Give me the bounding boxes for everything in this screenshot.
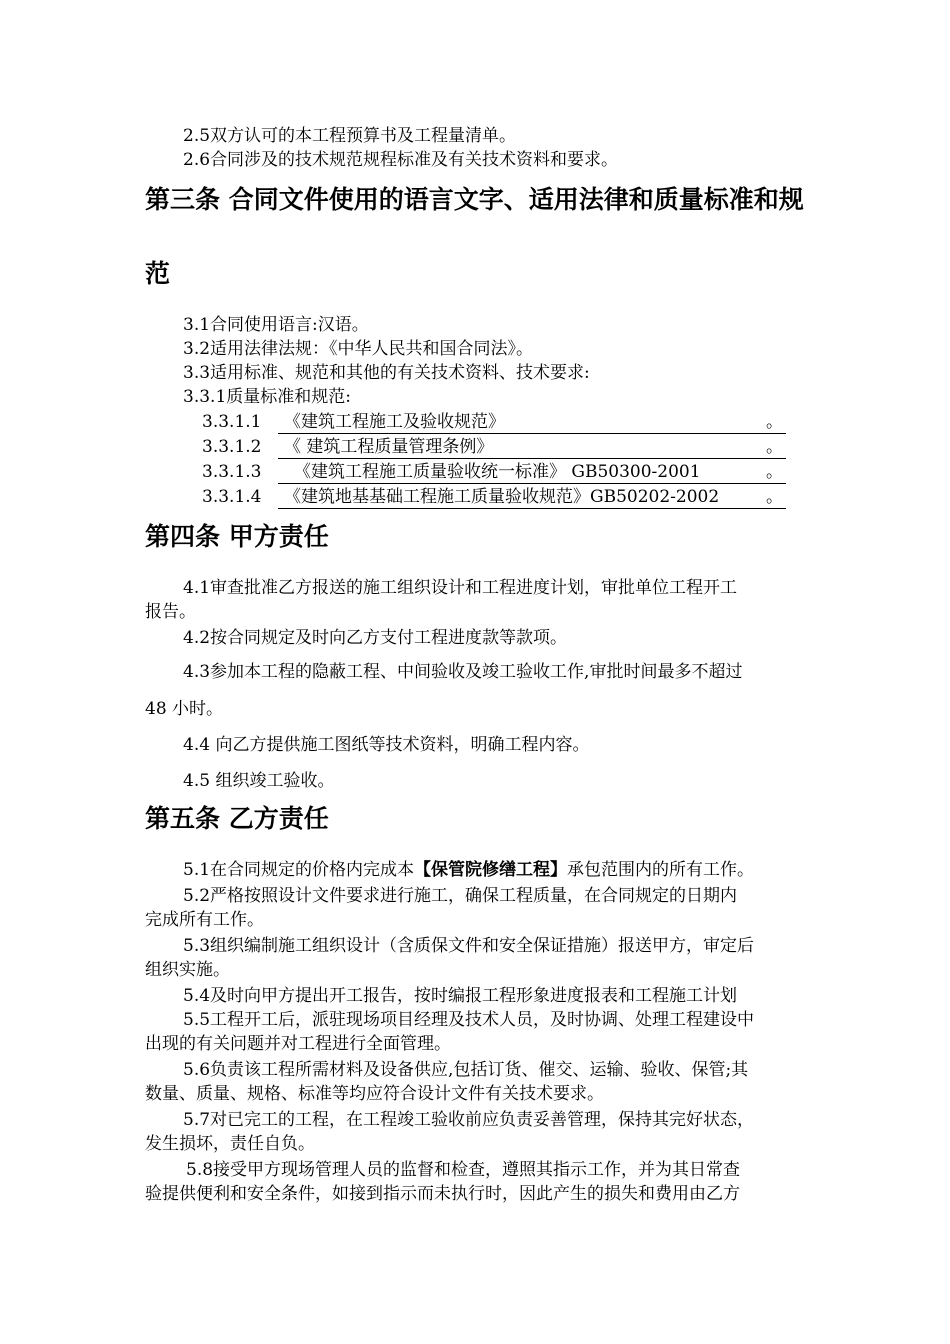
clause-5-4: 5.4及时向甲方提出开工报告，按时编报工程形象进度报表和工程施工计划	[183, 986, 738, 1006]
standard-title: 《建筑工程施工质量验收统一标准》 GB50300-2001	[294, 462, 701, 482]
standard-end: 。	[766, 412, 783, 432]
standard-title: 《 建筑工程质量管理条例》	[284, 437, 494, 457]
standard-title: 《建筑地基基础工程施工质量验收规范》GB50202-2002	[284, 487, 720, 507]
standard-end: 。	[766, 437, 783, 457]
clause-4-5: 4.5 组织竣工验收。	[183, 771, 335, 791]
clause-3-3: 3.3适用标准、规范和其他的有关技术资料、技术要求:	[183, 363, 590, 383]
clause-4-1: 4.1审查批准乙方报送的施工组织设计和工程进度计划，审批单位工程开工	[183, 578, 738, 598]
clause-5-5-cont: 出现的有关问题并对工程进行全面管理。	[145, 1034, 451, 1054]
clause-5-1	[183, 858, 754, 882]
standard-underline	[278, 436, 786, 459]
clause-4-3: 4.3参加本工程的隐蔽工程、中间验收及竣工验收工作,审批时间最多不超过	[183, 662, 743, 682]
article-5-heading: 第五条 乙方责任	[145, 804, 329, 833]
standard-title: 《建筑工程施工及验收规范》	[284, 412, 505, 432]
standard-item	[202, 436, 792, 460]
clause-5-6-cont: 数量、质量、规格、标准等均应符合设计文件有关技术要求。	[145, 1084, 604, 1104]
clause-3-3-1: 3.3.1质量标准和规范:	[183, 387, 351, 407]
standard-item	[202, 486, 792, 510]
standard-item	[202, 411, 792, 435]
clause-5-6: 5.6负责该工程所需材料及设备供应,包括订货、催交、运输、验收、保管;其	[183, 1060, 749, 1080]
standard-item	[202, 461, 792, 485]
clause-5-2-cont: 完成所有工作。	[145, 910, 264, 930]
clause-5-3-cont: 组织实施。	[145, 960, 230, 980]
clause-5-5: 5.5工程开工后，派驻现场项目经理及技术人员，及时协调、处理工程建设中	[183, 1010, 755, 1030]
standard-number: 3.3.1.3	[202, 462, 262, 482]
standard-underline	[278, 461, 786, 484]
standard-number: 3.3.1.4	[202, 487, 262, 507]
clause-5-8: 5.8接受甲方现场管理人员的监督和检查，遵照其指示工作，并为其日常查	[186, 1160, 741, 1180]
clause-3-2: 3.2适用法律法规：《中华人民共和国合同法》。	[183, 339, 534, 359]
article-3-heading: 第三条 合同文件使用的语言文字、适用法律和质量标准和规	[145, 185, 804, 214]
standard-underline	[278, 486, 786, 509]
clause-5-1-post: 承包范围内的所有工作。	[567, 860, 755, 880]
clause-5-2: 5.2严格按照设计文件要求进行施工，确保工程质量，在合同规定的日期内	[183, 886, 738, 906]
article-3-heading-cont: 范	[145, 259, 171, 288]
standard-number: 3.3.1.2	[202, 437, 262, 457]
clause-5-8-cont: 验提供便利和安全条件，如接到指示而未执行时，因此产生的损失和费用由乙方	[145, 1184, 740, 1204]
clause-5-1-pre: 5.1在合同规定的价格内完成本	[183, 860, 415, 880]
clause-4-1-cont: 报告。	[145, 602, 196, 622]
clause-2-6: 2.6合同涉及的技术规范规程标准及有关技术资料和要求。	[183, 150, 619, 170]
article-4-heading: 第四条 甲方责任	[145, 522, 329, 551]
clause-3-1: 3.1合同使用语言:汉语。	[183, 315, 369, 335]
standard-number: 3.3.1.1	[202, 412, 262, 432]
standard-underline	[278, 411, 786, 434]
standard-end: 。	[766, 462, 783, 482]
clause-4-4: 4.4 向乙方提供施工图纸等技术资料，明确工程内容。	[183, 735, 590, 755]
clause-4-3-cont: 48 小时。	[145, 699, 224, 719]
clause-5-7: 5.7对已完工的工程，在工程竣工验收前应负责妥善管理，保持其完好状态，	[183, 1110, 755, 1130]
clause-5-3: 5.3组织编制施工组织设计（含质保文件和安全保证措施）报送甲方，审定后	[183, 936, 755, 956]
project-name: 【保管院修缮工程】	[414, 860, 568, 880]
clause-2-5: 2.5双方认可的本工程预算书及工程量清单。	[183, 126, 517, 146]
clause-5-7-cont: 发生损坏，责任自负。	[145, 1134, 315, 1154]
clause-4-2: 4.2按合同规定及时向乙方支付工程进度款等款项。	[183, 628, 568, 648]
standard-end: 。	[766, 487, 783, 507]
